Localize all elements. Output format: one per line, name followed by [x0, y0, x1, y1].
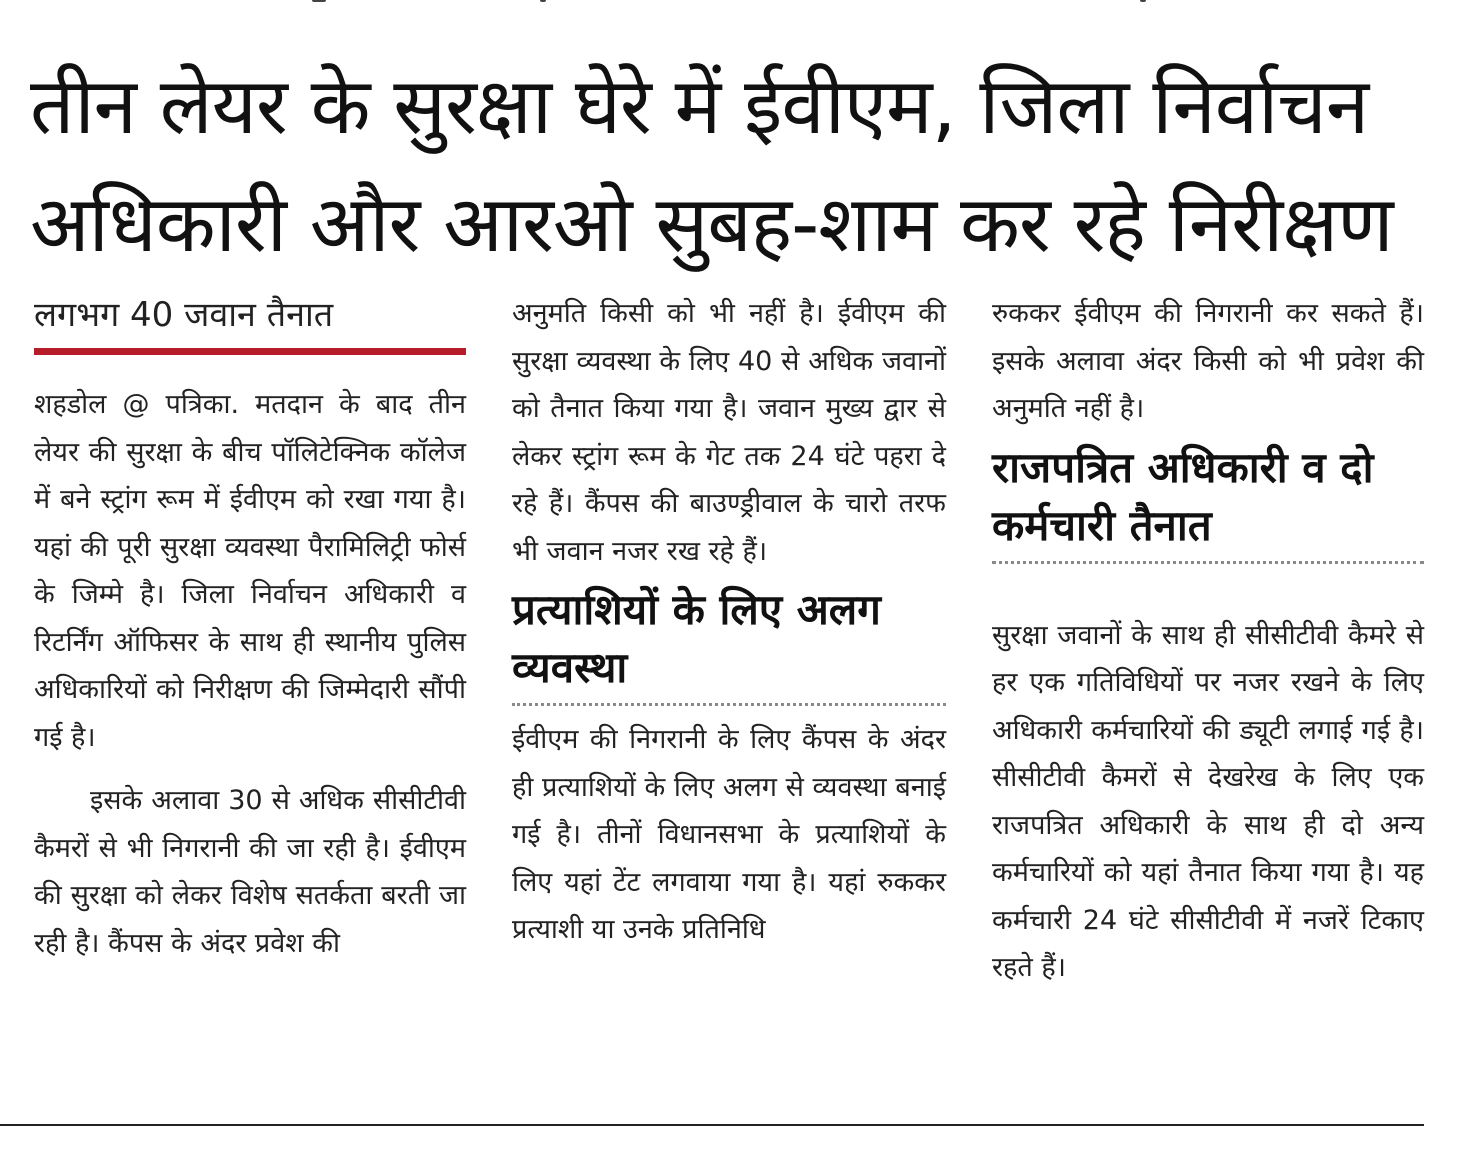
article-column-3 [992, 290, 1424, 992]
body-paragraph: अनुमति किसी को भी नहीं है। ईवीएम की सुरक्षा व्यवस्था के लिए 40 से अधिक जवानों को तैनात किया गया है। जवान मुख्य द्वार से लेकर स्ट्रांग रूम के गेट तक 24 घंटे पहरा दे रहे हैं। कैंपस की बाउण्ड्रीवाल के चारो तरफ भी जवान नजर रख रहे हैं। [512, 298, 946, 567]
subheading: प्रत्याशियों के लिए अलग व्यवस्था [512, 585, 881, 692]
red-divider [34, 348, 466, 355]
clipped-text-fragment [1140, 0, 1146, 2]
subheading: राजपत्रित अधिकारी व दो कर्मचारी तैनात [992, 442, 1374, 550]
dotted-divider [512, 703, 946, 706]
article-column-1 [34, 290, 466, 967]
body-paragraph: रुककर ईवीएम की निगरानी कर सकते हैं। इसके अलावा अंदर किसी को भी प्रवेश की अनुमति नहीं है। [992, 298, 1424, 424]
dotted-divider [992, 561, 1424, 564]
article-column-2 [512, 290, 946, 954]
body-paragraph: इसके अलावा 30 से अधिक सीसीटीवी कैमरों से भी निगरानी की जा रही है। ईवीएम की सुरक्षा को लेकर विशेष सतर्कता बरती जा रही है। कैंपस के अंदर प्रवेश की [34, 785, 466, 959]
kicker-text: लगभग 40 जवान तैनात [34, 295, 334, 335]
body-paragraph: ईवीएम की निगरानी के लिए कैंपस के अंदर ही प्रत्याशियों के लिए अलग से व्यवस्था बनाई गई है। तीनों विधानसभा के प्रत्याशियों के लिए यहां टेंट लगवाया गया है। यहां रुककर प्रत्याशी या उनके प्रतिनिधि [512, 724, 946, 945]
body-paragraph: शहडोल @ पत्रिका. मतदान के बाद तीन लेयर की सुरक्षा के बीच पॉलिटेक्निक कॉलेज में बने स्ट्रांग रूम में ईवीएम को रखा गया है। यहां की पूरी सुरक्षा व्यवस्था पैरामिलिट्री फोर्स के जिम्मे है। जिला निर्वाचन अधिकारी व रिटर्निंग ऑफिसर के साथ ही स्थानीय पुलिस अधिकारियों को निरीक्षण की जिम्मेदारी सौंपी गई है। [34, 389, 466, 753]
clipped-text-fragment [312, 0, 326, 2]
body-paragraph: सुरक्षा जवानों के साथ ही सीसीटीवी कैमरे से हर एक गतिविधियों पर नजर रखने के लिए अधिकारी कर्मचारियों की ड्यूटी लगाई गई है। सीसीटीवी कैमरों से देखरेख के लिए एक राजपत्रित अधिकारी के साथ ही दो अन्य कर्मचारियों को यहां तैनात किया गया है। यह कर्मचारी 24 घंटे सीसीटीवी में नजरें टिकाए रहते हैं। [992, 619, 1424, 983]
article-headline: तीन लेयर के सुरक्षा घेरे में ईवीएम, जिला निर्वाचन अधिकारी और आरओ सुबह-शाम कर रहे निरीक्षण [30, 62, 1393, 270]
clipped-text-fragment [540, 0, 546, 2]
bottom-rule [0, 1124, 1424, 1126]
paragraph-gap [34, 761, 466, 777]
